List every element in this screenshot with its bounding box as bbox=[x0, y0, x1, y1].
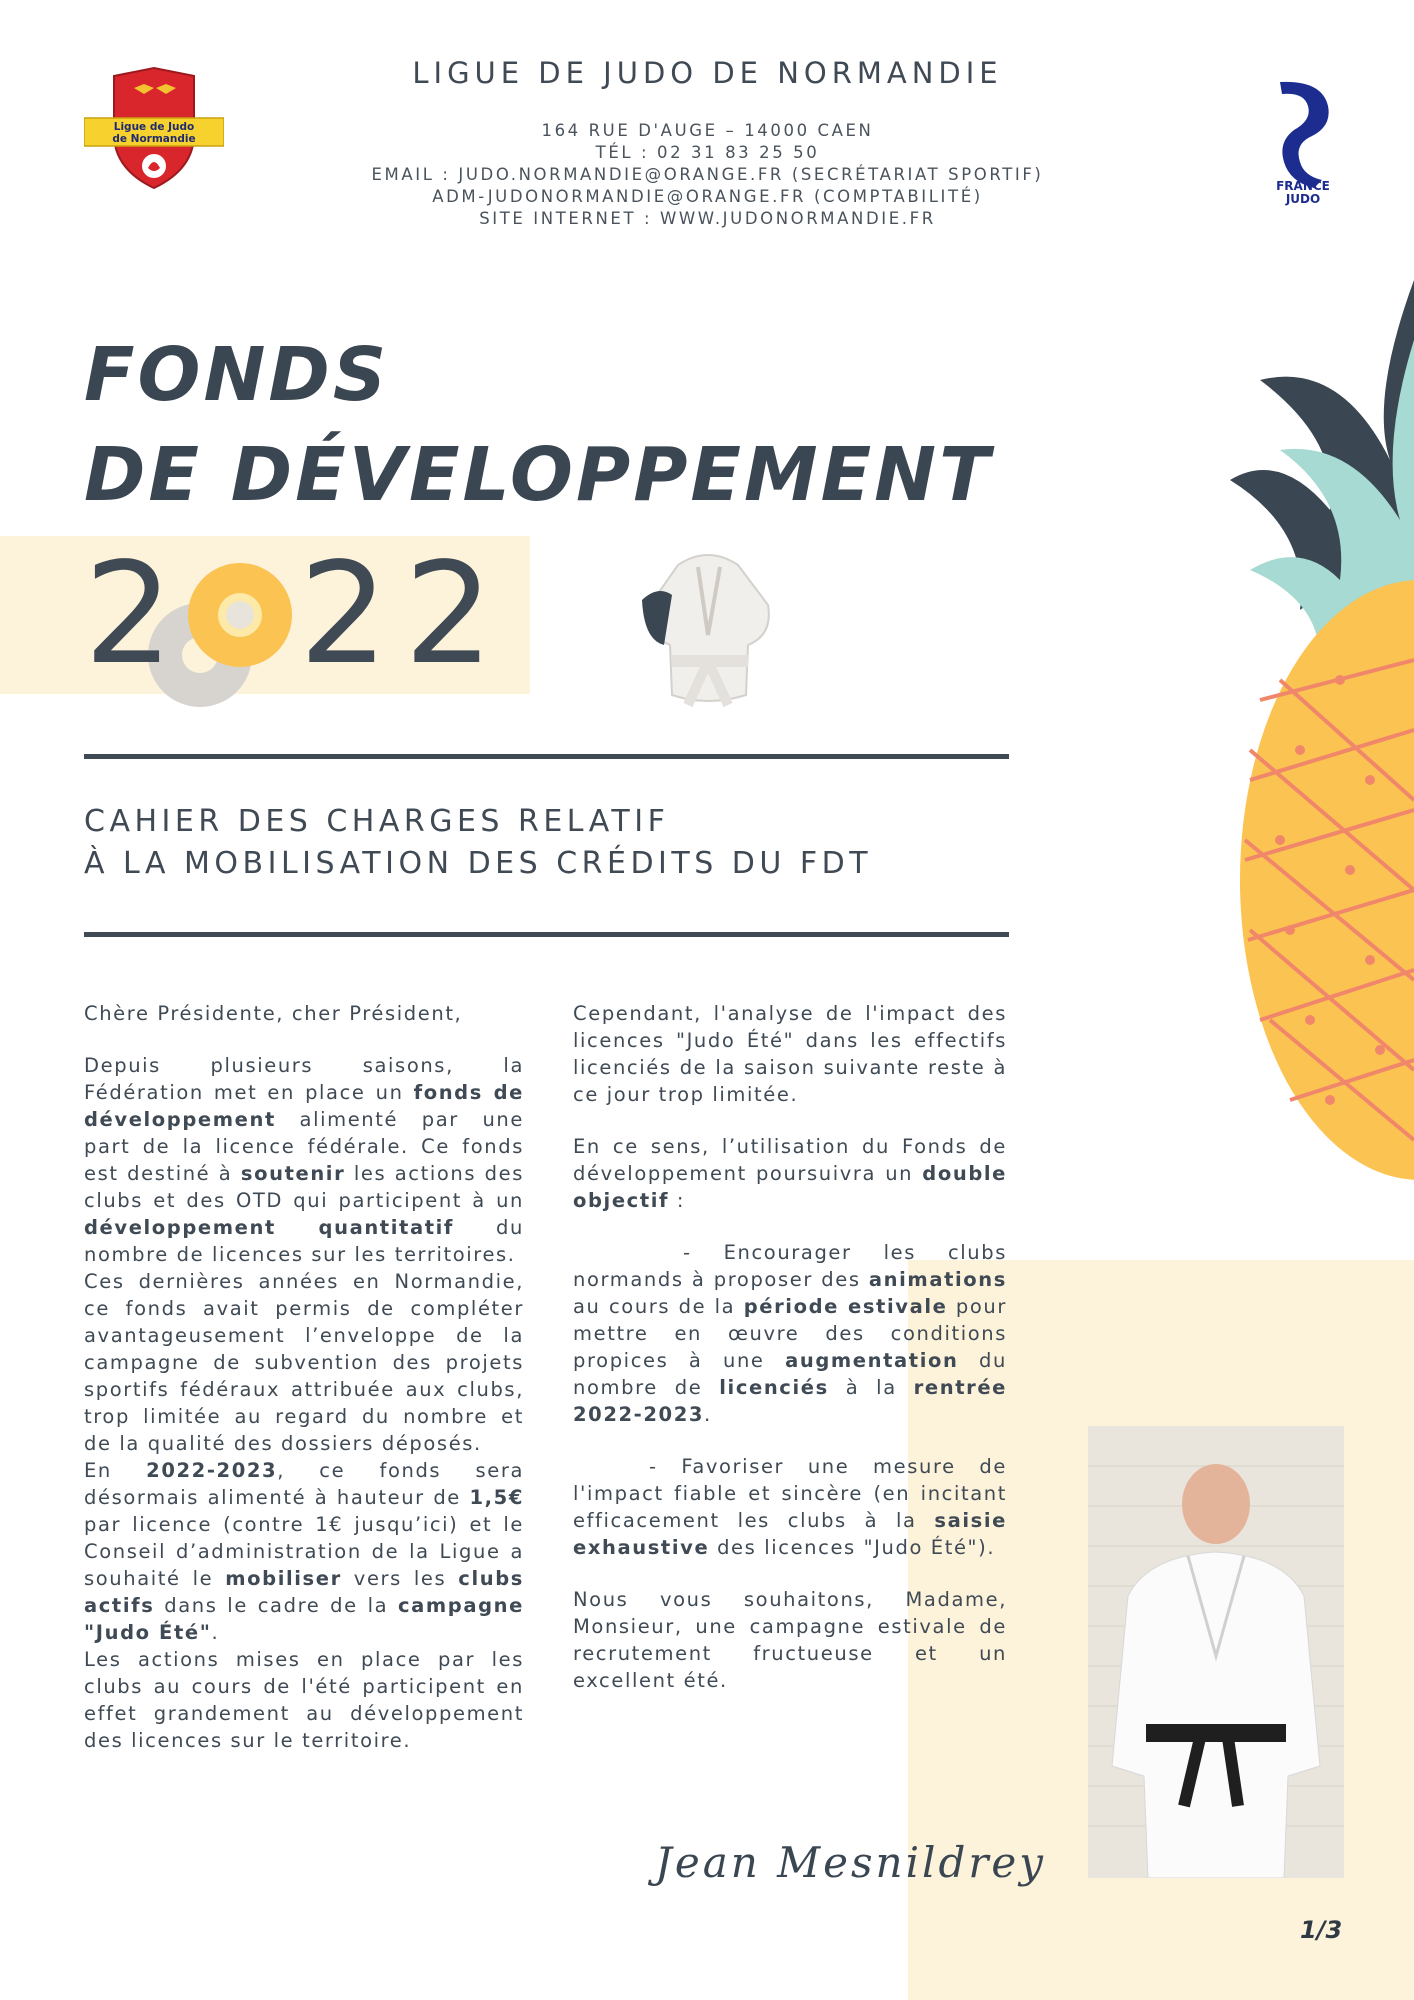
text-span: du nombre de bbox=[573, 1349, 1007, 1399]
text-span: En ce sens, l’utilisation du Fonds de développement poursuivra un bbox=[573, 1135, 1007, 1185]
text-span: dans le cadre de la bbox=[154, 1594, 398, 1617]
text-span: , ce fonds sera désormais alimenté à hauteur de bbox=[84, 1459, 524, 1509]
ligue-logo bbox=[84, 64, 224, 194]
text-span: . bbox=[704, 1403, 712, 1426]
phone-text: TÉL : 02 31 83 25 50 bbox=[595, 143, 820, 162]
text-span: Depuis plusieurs saisons, la Fédération met en place un bbox=[84, 1054, 524, 1104]
france-judo-logo bbox=[1260, 76, 1346, 208]
email-text: EMAIL : JUDO.NORMANDIE@ORANGE.FR (SECRÉTARIAT SPORTIF) bbox=[371, 165, 1044, 184]
text-span: - Favoriser une mesure de l'impact fiable et sincère (en incitant efficacement les clubs à la bbox=[573, 1455, 1007, 1532]
bold-span: mobiliser bbox=[225, 1567, 342, 1590]
greeting: Chère Présidente, cher Président, bbox=[84, 1002, 463, 1025]
text-span: : bbox=[669, 1189, 686, 1212]
subtitle-line-2: À LA MOBILISATION DES CRÉDITS DU FDT bbox=[84, 846, 873, 881]
president-photo bbox=[1088, 1426, 1344, 1878]
email-accounting-text: ADM-JUDONORMANDIE@ORANGE.FR (COMPTABILITÉ) bbox=[432, 187, 983, 206]
bold-span: clubs actifs bbox=[84, 1567, 524, 1617]
right-paragraph-5: Nous vous souhaitons, Madame, Monsieur, une campagne estivale de recrutement fructueuse et un excellent été. bbox=[573, 1588, 1007, 1692]
divider-bottom bbox=[84, 932, 1009, 937]
organization-name: LIGUE DE JUDO DE NORMANDIE bbox=[412, 56, 1003, 90]
left-paragraph-1 bbox=[84, 1052, 524, 1268]
bold-span: soutenir bbox=[240, 1162, 346, 1185]
left-paragraph-4: Les actions mises en place par les clubs au cours de l'été participent en effet grandement au développement des licences sur le territoire. bbox=[84, 1648, 524, 1752]
bold-span: fonds de développement bbox=[84, 1081, 524, 1131]
text-span: les actions des clubs et des OTD qui participent à un bbox=[84, 1162, 524, 1212]
signature: Jean Mesnildrey bbox=[655, 1838, 1047, 1887]
bold-span: augmentation bbox=[785, 1349, 959, 1372]
svg-text:de Normandie: de Normandie bbox=[112, 133, 196, 145]
text-span: alimenté par une part de la licence fédérale. Ce fonds est destiné à bbox=[84, 1108, 524, 1185]
svg-text:Ligue de Judo: Ligue de Judo bbox=[113, 121, 195, 133]
year-digits-22: 22 bbox=[299, 533, 510, 696]
judogi-illustration bbox=[628, 545, 788, 715]
bold-span: 2022-2023 bbox=[146, 1459, 278, 1482]
bold-span: double objectif bbox=[573, 1162, 1007, 1212]
right-column bbox=[573, 1000, 1007, 1694]
left-paragraph-2: Ces dernières années en Normandie, ce fonds avait permis de compléter avantageusement l’enveloppe de la campagne de subvention des projets sportifs fédéraux attribuée aux clubs, trop limitée au regard du nombre et de la qualité des dossiers déposés. bbox=[84, 1270, 524, 1455]
right-paragraph-1: Cependant, l'analyse de l'impact des licences "Judo Été" dans les effectifs licenciés de la saison suivante reste à ce jour trop limitée. bbox=[573, 1002, 1007, 1106]
title-line-2: DE DÉVELOPPEMENT bbox=[84, 432, 993, 518]
bold-span: licenciés bbox=[719, 1376, 829, 1399]
svg-text:FRANCE: FRANCE bbox=[1276, 179, 1330, 193]
left-paragraph-3 bbox=[84, 1457, 524, 1646]
bold-span: 1,5€ bbox=[469, 1486, 524, 1509]
address-text: 164 RUE D'AUGE – 14000 CAEN bbox=[541, 121, 874, 140]
bold-span: animations bbox=[868, 1268, 1007, 1291]
left-column bbox=[84, 1000, 524, 1754]
bold-span: période estivale bbox=[743, 1295, 948, 1318]
title-line-1: FONDS bbox=[84, 332, 390, 418]
text-span: du nombre de licences sur les territoires. bbox=[84, 1216, 524, 1266]
year-digit-2: 2 bbox=[84, 533, 190, 696]
text-span: au cours de la bbox=[573, 1295, 744, 1318]
text-span: . bbox=[211, 1621, 220, 1644]
website-text: SITE INTERNET : WWW.JUDONORMANDIE.FR bbox=[479, 209, 936, 228]
pineapple-illustration bbox=[1220, 280, 1414, 1180]
bold-span: rentrée 2022-2023 bbox=[573, 1376, 1007, 1426]
page-number: 1/3 bbox=[1300, 1916, 1343, 1944]
text-span: des licences "Judo Été"). bbox=[709, 1536, 996, 1559]
text-span: à la bbox=[828, 1376, 914, 1399]
subtitle-line-1: CAHIER DES CHARGES RELATIF bbox=[84, 804, 670, 839]
text-span: En bbox=[84, 1459, 147, 1482]
right-paragraph-3 bbox=[573, 1239, 1007, 1428]
text-span: vers les bbox=[341, 1567, 459, 1590]
divider-top bbox=[84, 754, 1009, 759]
text-span: pour mettre en œuvre des conditions propices à une bbox=[573, 1295, 1007, 1372]
right-paragraph-4 bbox=[573, 1453, 1007, 1561]
text-span: - Encourager les clubs normands à proposer des bbox=[573, 1241, 1007, 1291]
text-span: par licence (contre 1€ jusqu’ici) et le Conseil d’administration de la Ligue a souhaité le bbox=[84, 1513, 524, 1590]
bold-span: développement quantitatif bbox=[84, 1216, 454, 1239]
svg-text:JUDO: JUDO bbox=[1285, 192, 1321, 206]
bold-span: campagne "Judo Été" bbox=[84, 1594, 524, 1644]
right-paragraph-2 bbox=[573, 1133, 1007, 1214]
title-year bbox=[84, 533, 510, 696]
bold-span: saisie exhaustive bbox=[573, 1509, 1007, 1559]
